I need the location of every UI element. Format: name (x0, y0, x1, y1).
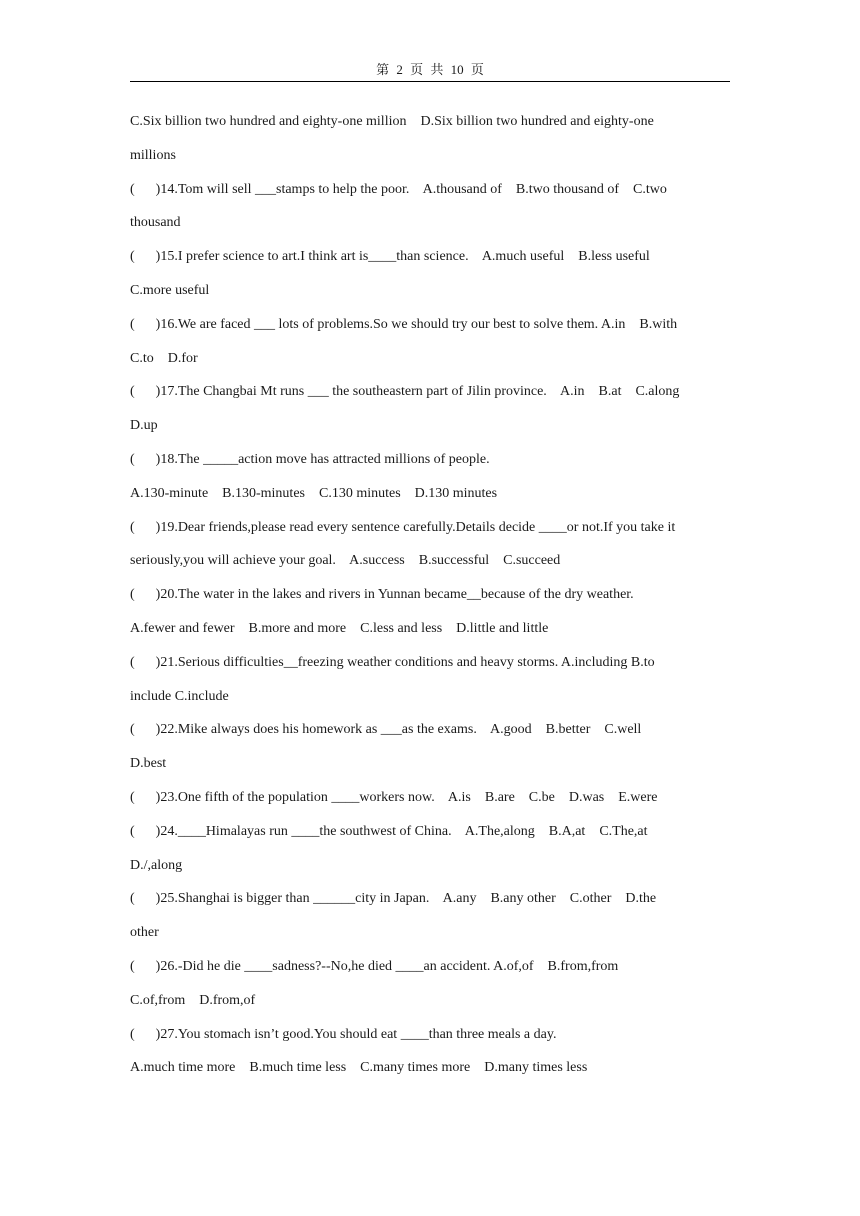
text-line: C.of,from D.from,of (130, 992, 256, 1008)
question-18: ( )18.The _____action move has attracted millions of people. (130, 451, 490, 467)
text-line: thousand (130, 215, 181, 231)
question-17: ( )17.The Changbai Mt runs ___ the southeastern part of Jilin province. A.in B.at C.along (130, 384, 680, 400)
text-line: seriously,you will achieve your goal. A.success B.successful C.succeed (130, 553, 561, 569)
question-25: ( )25.Shanghai is bigger than ______city in Japan. A.any B.any other C.other D.the (130, 891, 657, 907)
question-26: ( )26.-Did he die ____sadness?--No,he died ____an accident. A.of,of B.from,from (130, 958, 619, 974)
text-line: include C.include (130, 688, 229, 704)
text-line: D.up (130, 418, 158, 434)
text-line: millions (130, 147, 176, 163)
question-15: ( )15.I prefer science to art.I think art is____than science. A.much useful B.less useful (130, 249, 650, 265)
text-line: A.130-minute B.130-minutes C.130 minutes D.130 minutes (130, 485, 498, 501)
question-16: ( )16.We are faced ___ lots of problems.So we should try our best to solve them. A.in B.with (130, 316, 678, 332)
text-line: A.much time more B.much time less C.many times more D.many times less (130, 1060, 588, 1076)
question-20: ( )20.The water in the lakes and rivers in Yunnan became__because of the dry weather. (130, 587, 634, 603)
question-24: ( )24.____Himalayas run ____the southwest of China. A.The,along B.A,at C.The,at (130, 823, 648, 839)
question-list (130, 105, 730, 1085)
question-27: ( )27.You stomach isn’t good.You should eat ____than three meals a day. (130, 1026, 557, 1042)
page-header: 第 2 页 共 10 页 (376, 62, 484, 77)
header-divider (130, 81, 730, 82)
text-line: D./,along (130, 857, 183, 873)
text-line: C.more useful (130, 282, 210, 298)
question-19: ( )19.Dear friends,please read every sentence carefully.Details decide ____or not.If you take it (130, 519, 676, 535)
question-23: ( )23.One fifth of the population ____workers now. A.is B.are C.be D.was E.were (130, 789, 658, 805)
question-21: ( )21.Serious difficulties__freezing weather conditions and heavy storms. A.including B.to (130, 654, 655, 670)
text-line: A.fewer and fewer B.more and more C.less and less D.little and little (130, 620, 549, 636)
text-line: C.to D.for (130, 350, 198, 366)
text-line: D.best (130, 756, 167, 772)
text-line: other (130, 925, 159, 941)
question-22: ( )22.Mike always does his homework as ___as the exams. A.good B.better C.well (130, 722, 642, 738)
text-line: C.Six billion two hundred and eighty-one million D.Six billion two hundred and eighty-one (130, 114, 654, 129)
question-14: ( )14.Tom will sell ___stamps to help the poor. A.thousand of B.two thousand of C.two (130, 181, 667, 197)
